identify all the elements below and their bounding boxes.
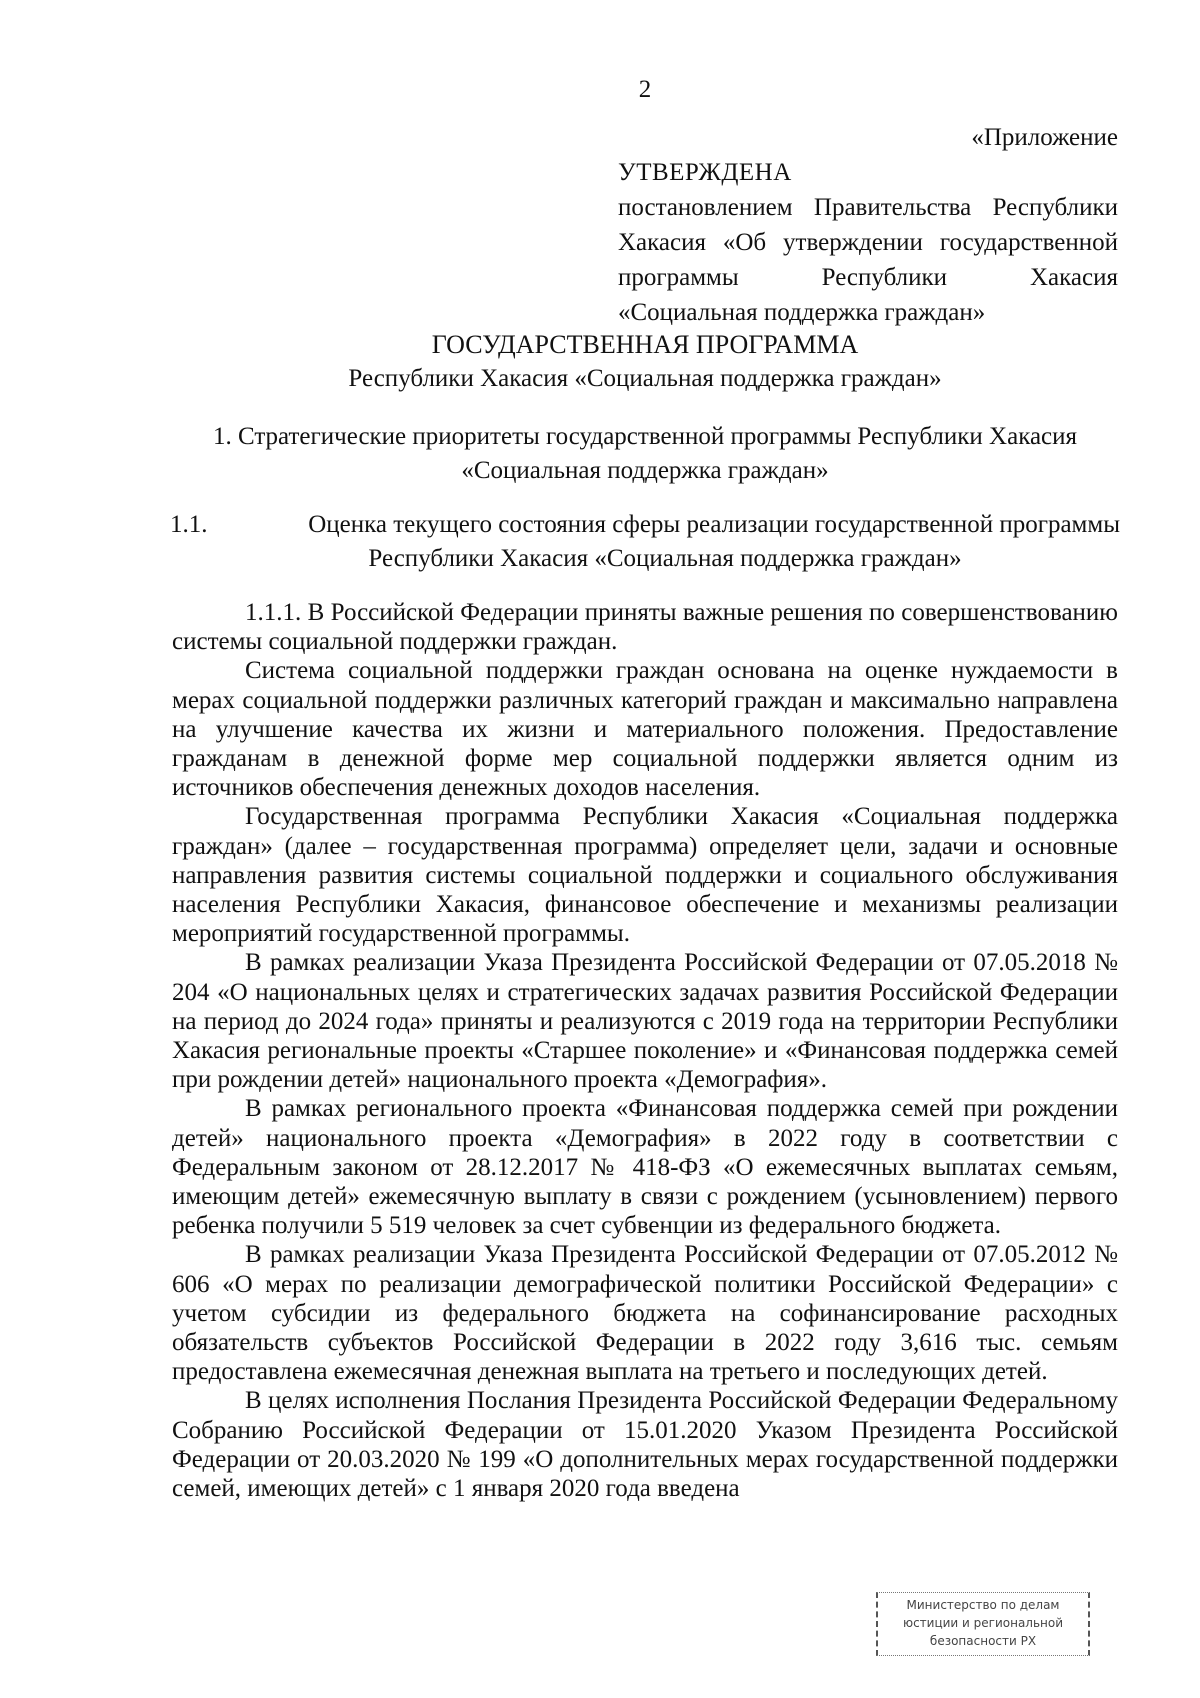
approved-label: УТВЕРЖДЕНА <box>618 159 792 186</box>
title-line: ГОСУДАРСТВЕННАЯ ПРОГРАММА <box>431 330 859 359</box>
stamp-line: Министерство по делам <box>906 1598 1060 1612</box>
page-number: 2 <box>638 76 652 103</box>
subsection-heading-line: Республики Хакасия «Социальная поддержка граждан» <box>368 545 962 572</box>
decree-line: программы Республики Хакасия <box>618 264 1118 291</box>
subsection-heading-line: Оценка текущего состояния сферы реализации государственной программы <box>308 511 1120 538</box>
decree-line: «Социальная поддержка граждан» <box>618 299 986 326</box>
body-text <box>172 598 1118 1503</box>
subsection-heading <box>170 508 1120 576</box>
paragraph: В рамках регионального проекта «Финансовая поддержка семей при рождении детей» национального проекта «Демография» в 2022 году в соответствии с Федеральным законом от 28.12.2017 № 418-ФЗ «О ежемесячных выплатах семьям, имеющим детей» ежемесячную выплату в связи с рождением (усыновлением) первого ребенка получили 5 519 человек за счет субвенции из федерального бюджета. <box>172 1095 1118 1240</box>
paragraph: В рамках реализации Указа Президента Российской Федерации от 07.05.2012 № 606 «О мерах по реализации демографической политики Российской Федерации» с учетом субсидии из федерального бюджета на софинансирование расходных обязательств субъектов Российской Федерации в 2022 году 3,616 тыс. семьям предоставлена ежемесячная денежная выплата на третьего и последующих детей. <box>172 1241 1118 1386</box>
paragraph: 1.1.1. В Российской Федерации приняты важные решения по совершенствованию системы социальной поддержки граждан. <box>172 599 1118 656</box>
paragraph: В целях исполнения Послания Президента Российской Федерации Федеральному Собранию Российской Федерации от 15.01.2020 Указом Президента Российской Федерации от 20.03.2020 № 199 «О дополнительных мерах государственной поддержки семей, имеющих детей» с 1 января 2020 года введена <box>172 1387 1118 1503</box>
stamp-line: безопасности РХ <box>929 1634 1037 1648</box>
decree-line: Хакасия «Об утверждении государственной <box>618 229 1118 256</box>
approval-block <box>618 120 1118 330</box>
subsection-number: 1.1. <box>170 511 208 538</box>
decree-line: постановлением Правительства Республики <box>618 194 1118 221</box>
title-subline: Республики Хакасия «Социальная поддержка граждан» <box>348 365 942 392</box>
stamp-line: юстиции и региональной <box>902 1616 1064 1630</box>
appendix-label: «Приложение <box>971 124 1118 151</box>
paragraph: Государственная программа Республики Хакасия «Социальная поддержка граждан» (далее – государственная программа) определяет цели, задачи и основные направления развития системы социальной поддержки и социального обслуживания населения Республики Хакасия, финансовое обеспечение и механизмы реализации мероприятий государственной программы. <box>172 803 1118 948</box>
document-title <box>170 328 1120 396</box>
decree-reference <box>618 190 1118 330</box>
section-heading-line: 1. Стратегические приоритеты государственной программы Республики Хакасия <box>212 423 1078 450</box>
registration-stamp <box>876 1592 1090 1656</box>
section-heading <box>170 420 1120 488</box>
section-heading-line: «Социальная поддержка граждан» <box>461 457 829 484</box>
paragraph: В рамках реализации Указа Президента Российской Федерации от 07.05.2018 № 204 «О национальных целях и стратегических задачах развития Российской Федерации на период до 2024 года» приняты и реализуются с 2019 года на территории Республики Хакасия региональные проекты «Старшее поколение» и «Финансовая поддержка семей при рождении детей» национального проекта «Демография». <box>172 949 1118 1094</box>
paragraph: Система социальной поддержки граждан основана на оценке нуждаемости в мерах социальной поддержки различных категорий граждан и максимально направлена на улучшение качества их жизни и материального положения. Предоставление гражданам в денежной форме мер социальной поддержки является одним из источников обеспечения денежных доходов населения. <box>172 657 1118 802</box>
